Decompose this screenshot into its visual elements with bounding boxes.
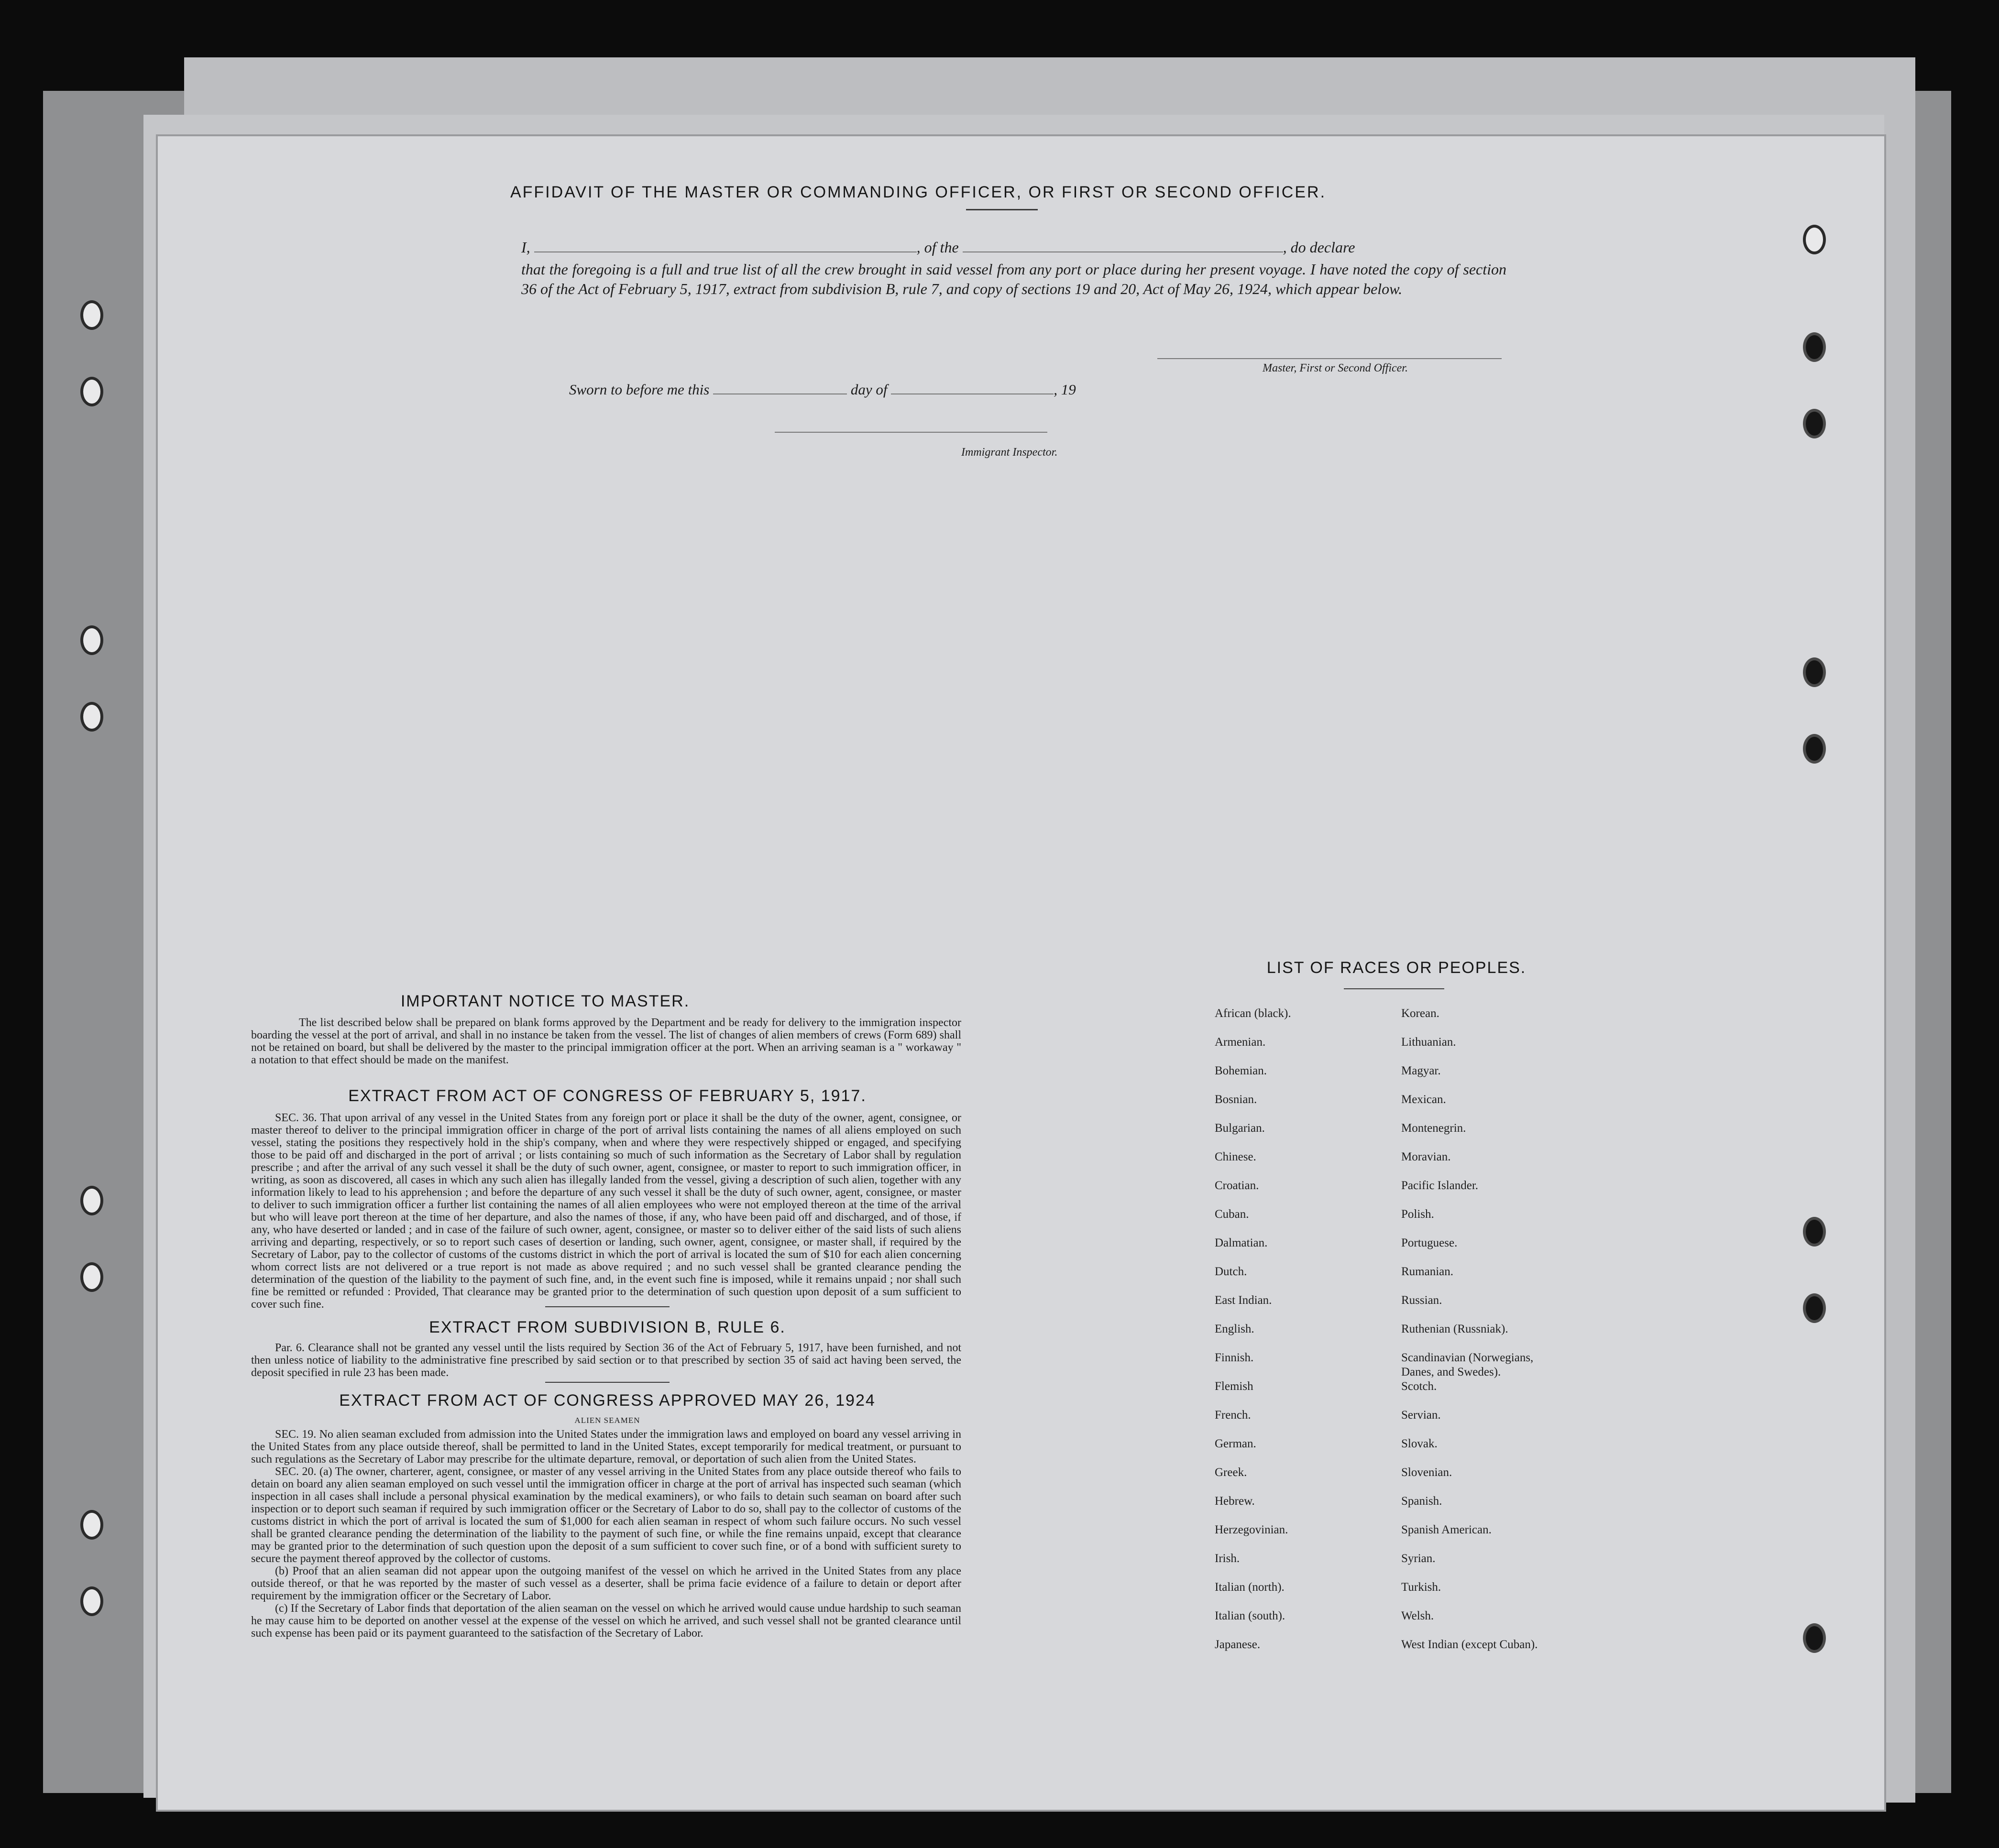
binder-hole — [1803, 734, 1826, 764]
inspector-signature-line[interactable] — [775, 432, 1047, 433]
race-item: Japanese. — [1215, 1638, 1261, 1651]
races-right-column — [1401, 1006, 1650, 1666]
sec20b-text: (b) Proof that an alien seaman did not appear upon the outgoing manifest of the vessel on which he arrived in the United States from any place outside thereof, or that he was reported by the master of such vessel as a deserter, shall be prima facie evidence of a failure to detain or deport after requirement by the immigration officer or the Secretary of Labor. — [251, 1565, 961, 1602]
race-item: Dalmatian. — [1215, 1236, 1268, 1249]
extract-1917-text: SEC. 36. That upon arrival of any vessel in the United States from any foreign port or place it shall be the duty of the owner, agent, consignee, or master thereof to deliver to the principal immigration officer in charge of the port of arrival lists containing the names of all aliens employed on such vessel, stating the positions they respectively hold in the ship's company, when and where they were respectively shipped or engaged, and specifying those to be paid off and discharged in the port of arrival ; or lists containing so much of such information as the Secretary of Labor shall by regulation prescribe ; and after the arrival of any such vessel it shall be the duty of such owner, agent, consignee, or master to report to such immigration officer, in writing, as soon as discovered, all cases in which any such alien has illegally landed from the vessel, giving a description of such alien, together with any information likely to lead to his apprehension ; and before the departure of any such vessel it shall be the duty of such owner, agent, consignee, or master to deliver to such immigration officer a further list containing the names of all alien employees who were not employed thereon at the time of the arrival but who will leave port thereon at the time of her departure, and also the names of those, if any, who have been paid off and discharged, and of those, if any, who have deserted or landed ; and in case of the failure of such owner, agent, consignee, or master so to deliver either of the said lists of such aliens arriving and departing, respectively, or so to report such cases of desertion or landing, such owner, agent, consignee, or master shall, if required by the Secretary of Labor, pay to the collector of customs of the customs district in which the port of arrival is located the sum of $10 for each alien concerning whom correct lists are not delivered or a true report is not made as above required ; and no such vessel shall be granted clearance pending the determination of the question of the liability to the payment of such fine, and, in the event such fine is imposed, while it remains unpaid ; nor shall such fine be remitted or refunded : Provided, That clearance may be granted prior to the determination of such question upon deposit of a sum sufficient to cover such fine. — [251, 1112, 961, 1311]
binder-hole — [80, 702, 103, 732]
race-item: East Indian. — [1215, 1294, 1272, 1307]
race-item: Bosnian. — [1215, 1093, 1257, 1106]
race-item: Slovenian. — [1401, 1466, 1452, 1479]
extract-1924-subtitle: ALIEN SEAMEN — [574, 1416, 640, 1425]
binder-hole — [80, 377, 103, 406]
race-item: Servian. — [1401, 1409, 1441, 1422]
races-title: LIST OF RACES OR PEOPLES. — [1266, 959, 1527, 977]
binder-hole — [80, 625, 103, 655]
title-rule — [966, 209, 1038, 210]
race-item: Portuguese. — [1401, 1236, 1458, 1249]
race-item: Welsh. — [1401, 1609, 1434, 1622]
inspector-label: Immigrant Inspector. — [961, 446, 1058, 459]
affidavit-title: AFFIDAVIT OF THE MASTER OR COMMANDING OFFICER, OR FIRST OR SECOND OFFICER. — [510, 183, 1327, 201]
sworn-prefix: Sworn to before me this — [569, 381, 710, 398]
race-item: Finnish. — [1215, 1351, 1254, 1364]
rule6-text: Par. 6. Clearance shall not be granted any vessel until the lists required by Section 36 of the Act of February 5, 1917, have been furnished, and not then unless notice of liability to the administrative fine prescribed by said section or to that prescribed by section 35 of said act having been served, the deposit specified in rule 23 has been made. — [251, 1342, 961, 1379]
rule6-title: EXTRACT FROM SUBDIVISION B, RULE 6. — [429, 1318, 786, 1336]
race-item: Turkish. — [1401, 1581, 1441, 1594]
sec20a-text: SEC. 20. (a) The owner, charterer, agent, consignee, or master of any vessel arriving in the United States from any place outside thereof who fails to detain on board any alien seaman employed on such vessel until the immigration officer in charge at the port of arrival has inspected such seaman (which inspection in all cases shall include a personal physical examination by the medical examiners), or who fails to detain such seaman on board after such inspection or to deport such seaman if required by such immigration officer or the Secretary of Labor to do so, shall pay to the collector of customs of the customs district in which the port of arrival is located the sum of $1,000 for each alien seaman in respect of whom such failure occurs. No such vessel shall be granted clearance pending the determination of the liability to the payment of such fine, or while the fine remains unpaid, except that clearance may be granted prior to the determination of such question upon the deposit of a sum sufficient to cover such fine, or of a bond with sufficient surety to secure the payment thereof approved by the collector of customs. — [251, 1465, 961, 1565]
binder-hole — [1803, 1293, 1826, 1323]
race-item: Croatian. — [1215, 1179, 1259, 1192]
race-item: Slovak. — [1401, 1437, 1438, 1450]
signature-label: Master, First or Second Officer. — [1263, 362, 1408, 374]
race-item: Italian (south). — [1215, 1609, 1285, 1622]
race-item: Irish. — [1215, 1552, 1240, 1565]
race-item: Russian. — [1401, 1294, 1442, 1307]
race-item: Polish. — [1401, 1208, 1434, 1221]
extract-1917-title: EXTRACT FROM ACT OF CONGRESS OF FEBRUARY 5, 1917. — [348, 1087, 867, 1105]
race-item: Bulgarian. — [1215, 1122, 1265, 1135]
sec19-text: SEC. 19. No alien seaman excluded from admission into the United States under the immigration laws and employed on board any vessel arriving in the United States from any place outside thereof, shall be permitted to land in the United States, except temporarily for medical treatment, or pursuant to such regulations as the Secretary of Labor may prescribe for the ultimate departure, removal, or deportation of such alien from the United States. — [251, 1428, 961, 1465]
declarant-prefix: I, — [521, 239, 530, 256]
binder-hole — [1803, 409, 1826, 438]
binder-hole — [80, 1510, 103, 1540]
binder-hole — [80, 1186, 103, 1215]
section-divider — [545, 1382, 670, 1383]
race-item: Dutch. — [1215, 1265, 1247, 1278]
binder-hole — [80, 300, 103, 330]
affidavit-declaration-line — [521, 239, 1506, 256]
race-item: Italian (north). — [1215, 1581, 1285, 1594]
binder-hole — [1803, 1217, 1826, 1247]
of-the-label: , of the — [916, 239, 959, 256]
affidavit-body: that the foregoing is a full and true list of all the crew brought in said vessel from any port or place during her present voyage. I have noted the copy of section 36 of the Act of February 5, 1917, extract from subdivision B, rule 7, and copy of sections 19 and 20, Act of May 26, 1924, which appear below. — [521, 261, 1506, 297]
binder-hole — [80, 1586, 103, 1616]
sworn-year-label: , 19 — [1054, 381, 1076, 398]
race-item: Moravian. — [1401, 1150, 1451, 1163]
section-divider — [545, 1306, 670, 1307]
affidavit-page — [158, 136, 1884, 1810]
binder-hole — [1803, 1623, 1826, 1653]
race-item: Pacific Islander. — [1401, 1179, 1479, 1192]
binder-hole — [1803, 332, 1826, 362]
race-item: Scandinavian (Norwegians, Danes, and Swedes). — [1401, 1351, 1534, 1378]
sworn-line — [569, 381, 1239, 398]
race-item: Lithuanian. — [1401, 1036, 1456, 1049]
race-item: West Indian (except Cuban). — [1401, 1638, 1538, 1651]
race-item: Herzegovinian. — [1215, 1523, 1288, 1536]
race-item: Scotch. — [1401, 1380, 1437, 1393]
race-item: Hebrew. — [1215, 1495, 1255, 1508]
extract-1924-body — [251, 1428, 961, 1640]
race-item: Cuban. — [1215, 1208, 1249, 1221]
extract-1924-title: EXTRACT FROM ACT OF CONGRESS APPROVED MAY 26, 1924 — [339, 1391, 876, 1410]
sworn-day-label: day of — [850, 381, 888, 398]
race-item: Magyar. — [1401, 1064, 1441, 1077]
races-left-column — [1215, 1006, 1420, 1666]
race-item: Mexican. — [1401, 1093, 1446, 1106]
binder-hole — [80, 1262, 103, 1292]
do-declare-label: , do declare — [1283, 239, 1355, 256]
notice-title: IMPORTANT NOTICE TO MASTER. — [400, 992, 690, 1010]
races-title-rule — [1344, 988, 1444, 989]
race-item: Syrian. — [1401, 1552, 1436, 1565]
race-item: Greek. — [1215, 1466, 1247, 1479]
binder-hole — [1803, 225, 1826, 254]
race-item: Korean. — [1401, 1007, 1439, 1020]
binder-hole — [1803, 657, 1826, 687]
race-item: Flemish — [1215, 1380, 1253, 1393]
race-item: Armenian. — [1215, 1036, 1266, 1049]
race-item: German. — [1215, 1437, 1256, 1450]
race-item: French. — [1215, 1409, 1251, 1422]
race-item: Spanish. — [1401, 1495, 1442, 1508]
race-item: Spanish American. — [1401, 1523, 1492, 1536]
sec20c-text: (c) If the Secretary of Labor finds that deportation of the alien seaman on the vessel on which he arrived would cause undue hardship to such seaman he may cause him to be deported on another vessel at the expense of the vessel on which he arrived, and such vessel shall not be granted clearance until such expense has been paid or its payment guaranteed to the satisfaction of the Secretary of Labor. — [251, 1602, 961, 1640]
race-item: Rumanian. — [1401, 1265, 1454, 1278]
race-item: Chinese. — [1215, 1150, 1256, 1163]
notice-text: The list described below shall be prepared on blank forms approved by the Department and be ready for delivery to the immigration inspector boarding the vessel at the port of arrival, and shall in no instance be taken from the vessel. The list of changes of alien members of crews (Form 689) shall not be retained on board, but shall be delivered by the master to the principal immigration officer at the port. When an arriving seaman is a " workaway " a notation to that effect should be made on the manifest. — [251, 1017, 961, 1066]
race-item: Bohemian. — [1215, 1064, 1267, 1077]
signature-line[interactable] — [1157, 358, 1502, 359]
race-item: Ruthenian (Russniak). — [1401, 1323, 1508, 1335]
race-item: English. — [1215, 1323, 1254, 1335]
race-item: African (black). — [1215, 1007, 1291, 1020]
race-item: Montenegrin. — [1401, 1122, 1466, 1135]
